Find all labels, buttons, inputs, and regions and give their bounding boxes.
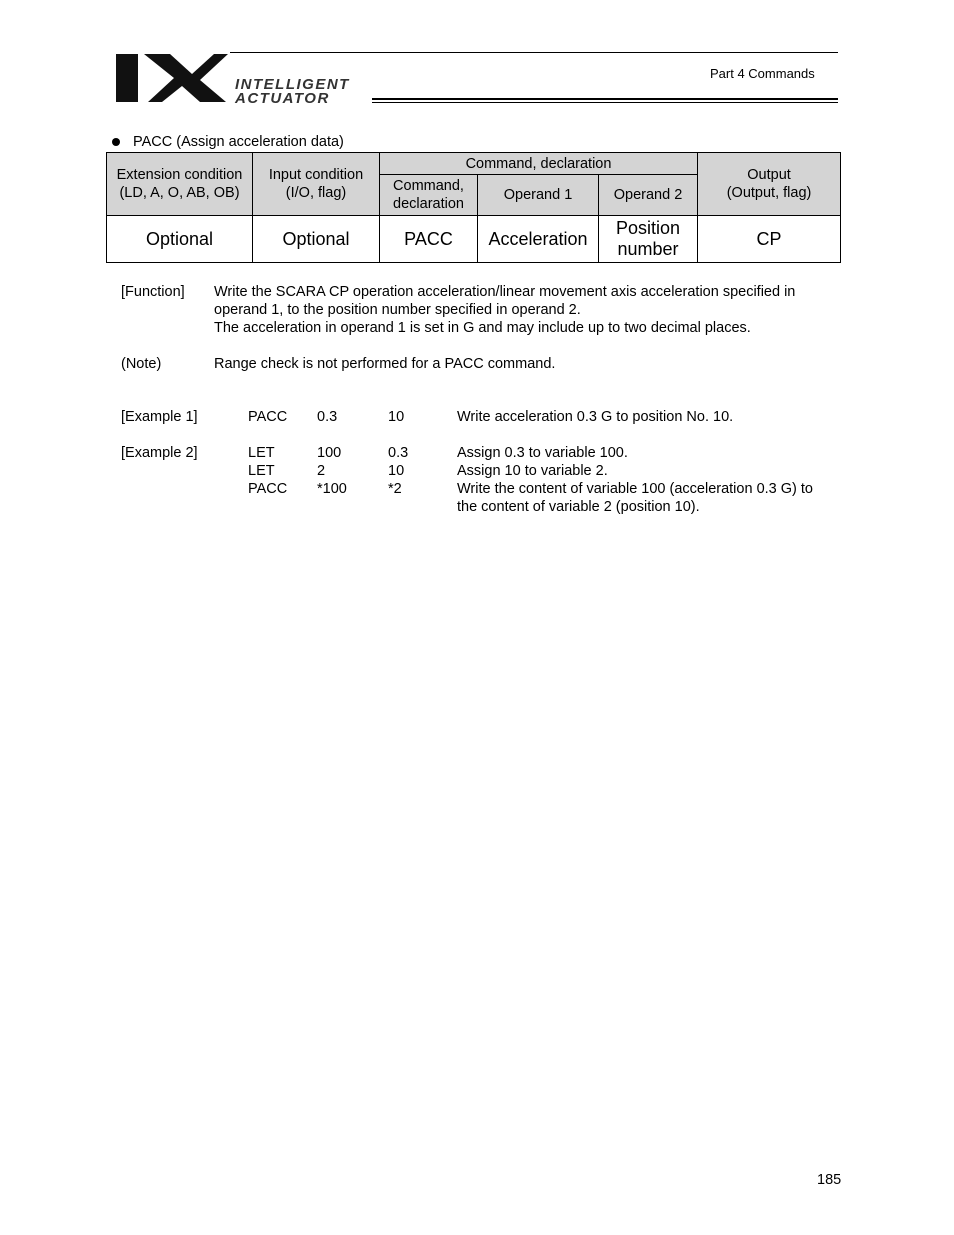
command-table: [106, 152, 841, 263]
header-extension-condition: Extension condition (LD, A, O, AB, OB): [107, 153, 253, 216]
header-command-declaration: Command, declaration: [380, 175, 478, 216]
example2-row1-op1: 100: [317, 445, 342, 461]
example1-op1: 0.3: [317, 409, 338, 425]
section-title: PACC (Assign acceleration data): [133, 134, 344, 150]
logo-mark-text: IX: [114, 50, 115, 51]
cell-extension-condition: Optional: [107, 216, 253, 263]
example1-cmd: PACC: [248, 409, 288, 425]
example1-label: [Example 1]: [121, 409, 198, 425]
page-number: 185: [817, 1172, 842, 1188]
logo-line2: ACTUATOR: [235, 90, 330, 106]
cell-input-condition: Optional: [253, 216, 380, 263]
example2-row3-cmd: PACC: [248, 481, 288, 497]
example2-row2-op1: 2: [317, 463, 326, 479]
logo-x-shape: [144, 54, 228, 102]
cell-operand2: Position number: [599, 216, 698, 263]
header-input-condition: Input condition (I/O, flag): [253, 153, 380, 216]
header-rule-top: [230, 52, 838, 53]
table-row: [107, 216, 841, 263]
cell-operand1: Acceleration: [478, 216, 599, 263]
example2-row2-comment: Assign 10 to variable 2.: [457, 463, 608, 479]
header-operand2: Operand 2: [599, 175, 698, 216]
example1-comment: Write acceleration 0.3 G to position No. 10.: [457, 409, 734, 425]
example1-op2: 10: [388, 409, 405, 425]
part-label: Part 4 Commands: [710, 66, 815, 81]
header-rule-bottom-thin: [372, 102, 838, 103]
header-command-declaration-group: Command, declaration: [380, 153, 698, 175]
cell-output: CP: [698, 216, 841, 263]
note-label: (Note): [121, 356, 162, 372]
header-output: Output (Output, flag): [698, 153, 841, 216]
example2-row3-op2: *2: [388, 481, 402, 497]
example2-label: [Example 2]: [121, 445, 198, 461]
cell-command: PACC: [380, 216, 478, 263]
header-rule-bottom: [372, 98, 838, 100]
bullet-icon: [112, 138, 120, 146]
logo-i-bar: [116, 54, 138, 102]
example2-row2-cmd: LET: [248, 463, 275, 479]
function-label: [Function]: [121, 284, 185, 300]
function-text: Write the SCARA CP operation acceleration/linear movement axis acceleration specified in operand 1, to the position number specified in operand 2. The acceleration in operand 1 is set in G and may include up to two decimal places.: [214, 284, 796, 336]
example2-row3-op1: *100: [317, 481, 347, 497]
header-operand1: Operand 1: [478, 175, 599, 216]
example2-row1-cmd: LET: [248, 445, 275, 461]
example2-row3-comment: Write the content of variable 100 (acceleration 0.3 G) to the content of variable 2 (position 10).: [457, 481, 813, 515]
logo-line1: INTELLIGENT: [235, 76, 350, 93]
note-text: Range check is not performed for a PACC command.: [214, 356, 556, 372]
example2-row2-op2: 10: [388, 463, 405, 479]
example2-row1-comment: Assign 0.3 to variable 100.: [457, 445, 628, 461]
example2-row1-op2: 0.3: [388, 445, 409, 461]
company-logo: [114, 50, 404, 106]
